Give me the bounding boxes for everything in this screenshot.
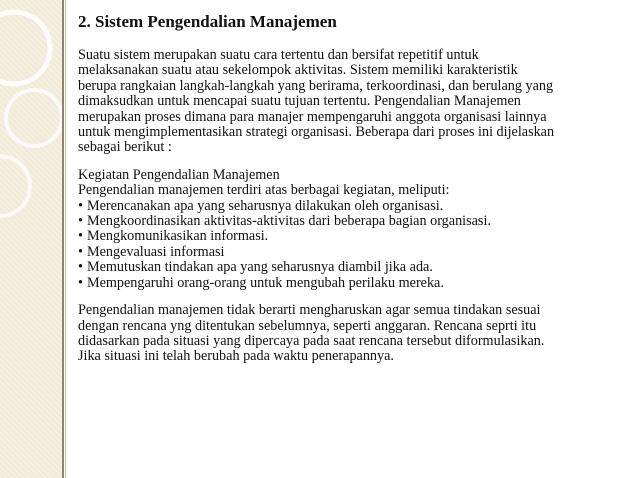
slide-title: 2. Sistem Pengendalian Manajemen <box>78 12 337 31</box>
activities-lead: Pengendalian manajemen terdiri atas berbagai kegiatan, meliputi: <box>78 182 450 199</box>
list-item <box>78 229 626 244</box>
list-item <box>78 245 626 260</box>
list-item <box>78 260 626 275</box>
list-item-text: Merencanakan apa yang seharusnya dilakukan oleh organisasi. <box>86 197 444 214</box>
activities-list <box>78 199 626 291</box>
slide-content <box>78 12 626 365</box>
closing-line: Pengendalian manajemen tidak berarti mengharuskan agar semua tindakan sesuai <box>78 302 541 319</box>
closing-line: didasarkan pada situasi yang dipercaya pada saat rencana tersebut diformulasikan. <box>78 332 545 349</box>
intro-paragraph <box>78 48 626 156</box>
list-item <box>78 214 626 229</box>
intro-line: melaksanakan suatu atau sekelompok aktivitas. Sistem memiliki karakteristik <box>78 62 518 79</box>
closing-paragraph <box>78 303 626 365</box>
decorative-side-panel <box>0 0 62 478</box>
intro-line: Suatu sistem merupakan suatu cara tertentu dan bersifat repetitif untuk <box>78 47 479 63</box>
side-divider <box>62 0 64 478</box>
list-item-text: Mengkoordinasikan aktivitas-aktivitas dari beberapa bagian organisasi. <box>86 213 491 230</box>
list-item-text: Mengkomunikasikan informasi. <box>86 228 269 245</box>
decorative-circles <box>0 0 62 478</box>
side-divider-thin <box>65 0 66 478</box>
intro-line: dimaksudkan untuk mencapai suatu tujuan tertentu. Pengendalian Manajemen <box>78 93 521 110</box>
intro-line: merupakan proses dimana para manajer mempengaruhi anggota organisasi lainnya <box>78 108 547 125</box>
list-item <box>78 199 626 214</box>
activities-section <box>78 168 626 291</box>
intro-line: sebagai berikut : <box>78 139 172 156</box>
list-item <box>78 276 626 291</box>
intro-line: berupa rangkaian langkah-langkah yang berirama, terkoordinasi, dan berulang yang <box>78 77 554 94</box>
closing-line: Jika situasi ini telah berubah pada waktu penerapannya. <box>78 348 394 365</box>
list-item-text: Memutuskan tindakan apa yang seharusnya diambil jika ada. <box>86 259 433 276</box>
closing-line: dengan rencana yng ditentukan sebelumnya, seperti anggaran. Rencana seprti itu <box>78 317 537 334</box>
activities-heading: Kegiatan Pengendalian Manajemen <box>78 166 280 183</box>
intro-line: untuk mengimplementasikan strategi organisasi. Beberapa dari proses ini dijelaskan <box>78 124 555 141</box>
list-item-text: Mempengaruhi orang-orang untuk mengubah perilaku mereka. <box>86 274 444 291</box>
list-item-text: Mengevaluasi informasi <box>86 243 225 260</box>
